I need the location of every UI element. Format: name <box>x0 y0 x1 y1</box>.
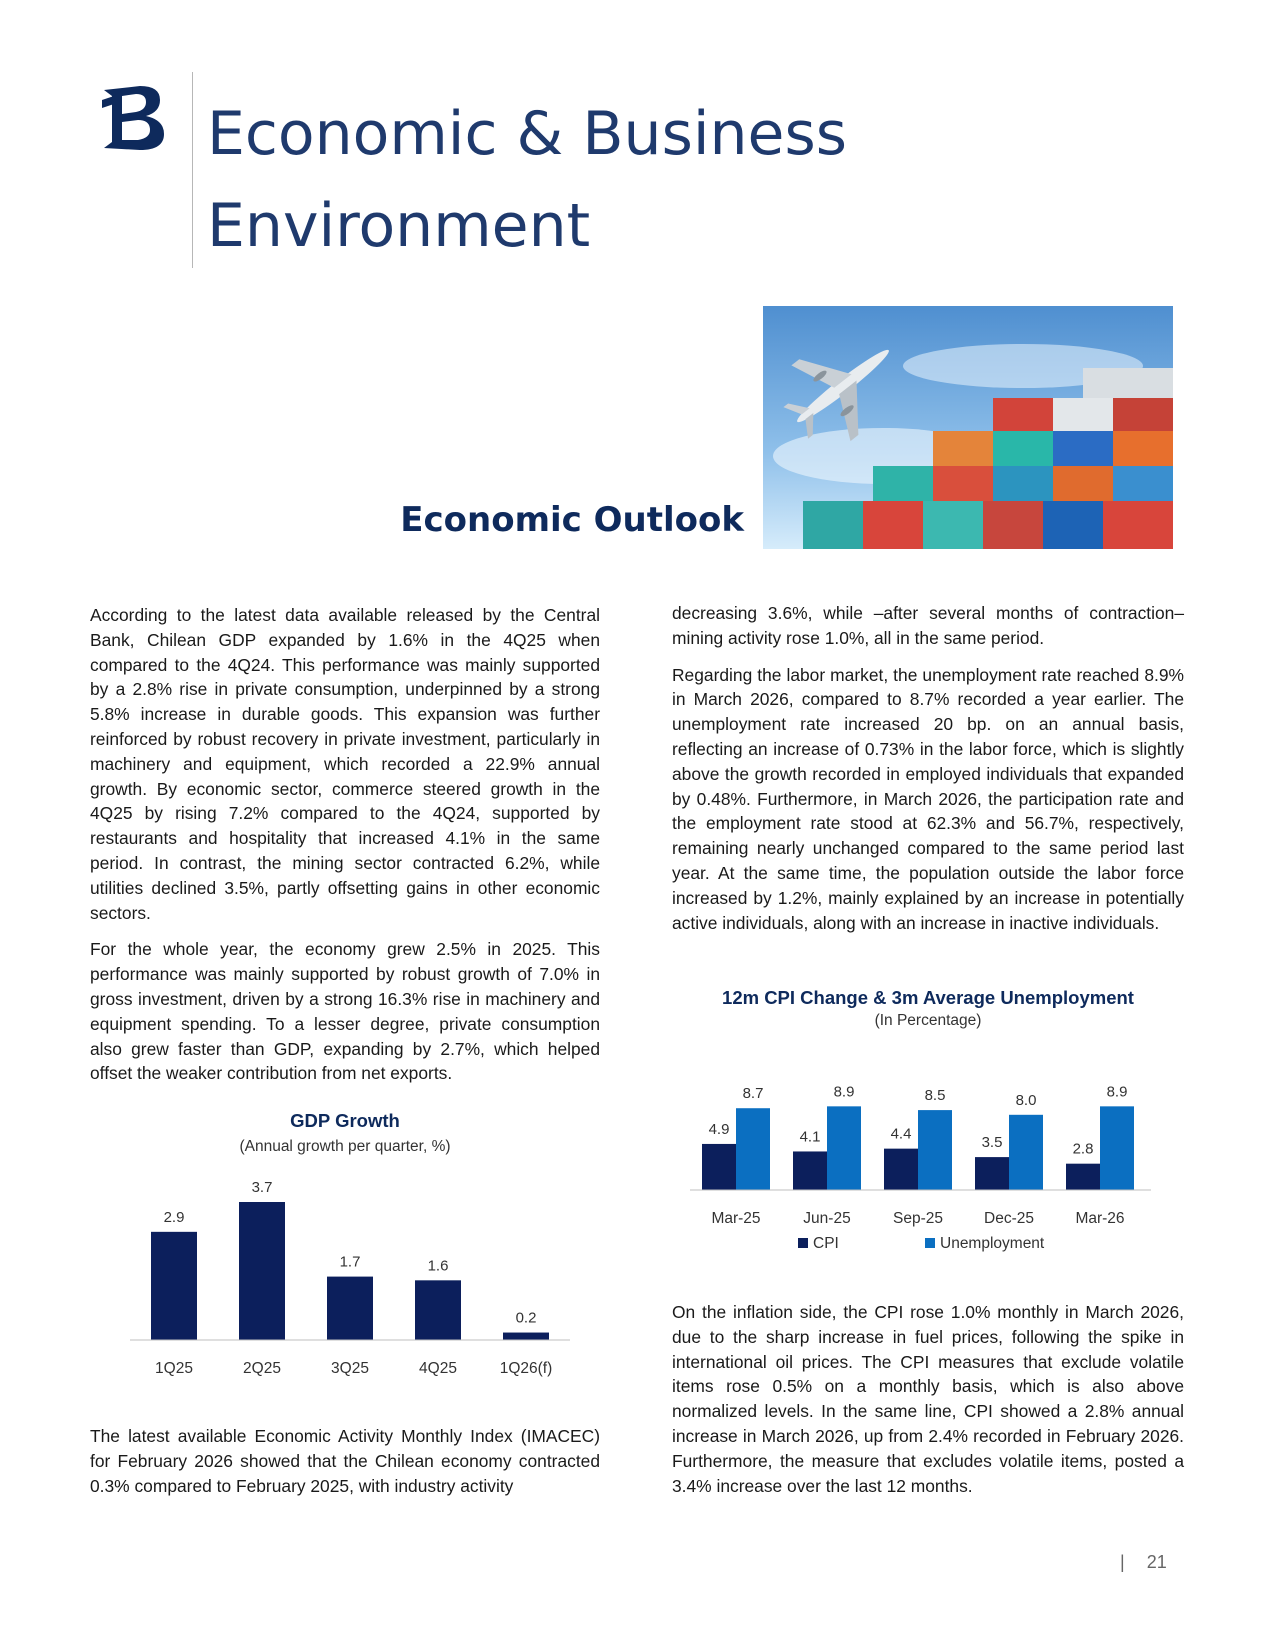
cpi-bar <box>884 1149 918 1190</box>
page-title-line2: Environment <box>207 191 591 261</box>
left-column-top <box>90 603 600 1098</box>
header-divider <box>192 72 193 268</box>
unemployment-data-label: 8.5 <box>924 1087 946 1105</box>
cpi-category-label: Sep-25 <box>893 1210 943 1227</box>
unemployment-data-label: 8.0 <box>1015 1091 1037 1109</box>
unemployment-bar <box>827 1106 861 1190</box>
paragraph: For the whole year, the economy grew 2.5% in 2025. This performance was mainly supported by robust growth of 7.0% in gross investment, driven by a strong 16.3% rise in machinery and equipment spending. To a lesser degree, private consumption also grew faster than GDP, expanding by 2.7%, which helped offset the weaker contribution from net exports. <box>90 939 600 1084</box>
cpi-bar <box>1066 1164 1100 1190</box>
legend-swatch-unemployment <box>925 1238 935 1248</box>
unemployment-bar <box>736 1108 770 1190</box>
cpi-chart <box>690 1070 1165 1270</box>
page-title <box>207 88 847 272</box>
cpi-data-label: 4.1 <box>799 1128 821 1146</box>
unemployment-bar <box>1100 1106 1134 1190</box>
paragraph: The latest available Economic Activity Monthly Index (IMACEC) for February 2026 showed that the Chilean economy contracted 0.3% compared to February 2025, with industry activity <box>90 1426 600 1496</box>
cpi-bar <box>793 1151 827 1190</box>
unemployment-bar <box>1009 1115 1043 1190</box>
unemployment-bar <box>918 1110 952 1190</box>
paragraph: decreasing 3.6%, while –after several months of contraction– mining activity rose 1.0%, all in the same period. <box>672 603 1184 648</box>
cpi-data-label: 2.8 <box>1072 1140 1094 1158</box>
unemployment-data-label: 8.7 <box>742 1085 764 1103</box>
right-column-bottom <box>672 1300 1184 1510</box>
gdp-bar <box>327 1277 373 1340</box>
gdp-category-label: 4Q25 <box>419 1360 457 1377</box>
cpi-category-label: Mar-25 <box>711 1210 761 1227</box>
legend-label-unemployment: Unemployment <box>940 1235 1045 1252</box>
gdp-data-label: 3.7 <box>251 1179 273 1196</box>
gdp-chart-title: GDP Growth <box>290 1110 400 1131</box>
cpi-data-label: 3.5 <box>981 1134 1003 1152</box>
cpi-bar <box>975 1157 1009 1190</box>
cpi-data-label: 4.9 <box>708 1120 730 1138</box>
gdp-data-label: 1.7 <box>339 1253 361 1271</box>
page-number-value: 21 <box>1146 1552 1167 1572</box>
cpi-bar <box>702 1144 736 1190</box>
gdp-data-label: 1.6 <box>427 1257 449 1275</box>
cpi-category-label: Mar-26 <box>1075 1210 1125 1227</box>
cpi-chart-title: 12m CPI Change & 3m Average Unemployment <box>722 987 1134 1008</box>
page-number: | 21 <box>1120 1552 1167 1572</box>
gdp-data-label: 2.9 <box>163 1208 185 1226</box>
gdp-bar <box>239 1202 285 1340</box>
unemployment-data-label: 8.9 <box>1106 1083 1128 1101</box>
cpi-category-label: Jun-25 <box>803 1210 851 1227</box>
gdp-bar <box>503 1333 549 1340</box>
gdp-category-label: 1Q26(f) <box>499 1360 553 1377</box>
gdp-category-label: 3Q25 <box>331 1360 369 1377</box>
gdp-chart-subtitle: (Annual growth per quarter, %) <box>239 1138 451 1155</box>
gdp-bar <box>151 1232 197 1340</box>
cargo-airplane-photo <box>763 306 1173 549</box>
paragraph: Regarding the labor market, the unemployment rate reached 8.9% in March 2026, compared to 8.7% recorded a year earlier. The unemployment rate increased 20 bp. on an annual basis, reflecting an increase of 0.73% in the labor force, which is slightly above the growth recorded in employed individuals that expanded by 0.48%. Furthermore, in March 2026, the participation rate and the employment rate stood at 62.3% and 56.7%, respectively, remaining nearly unchanged compared to the same period last year. At the same time, the population outside the labor force increased by 1.2%, mainly explained by an increase in potentially active individuals, along with an increase in inactive individuals. <box>672 664 1184 933</box>
unemployment-data-label: 8.9 <box>833 1083 855 1101</box>
page-title-line1: Economic & Business <box>207 99 847 169</box>
right-column-top <box>672 601 1184 947</box>
gdp-chart <box>120 1160 570 1390</box>
gdp-category-label: 1Q25 <box>155 1360 193 1377</box>
gdp-bar <box>415 1280 461 1340</box>
gdp-data-label: 0.2 <box>515 1309 537 1327</box>
bank-logo <box>100 82 166 152</box>
cpi-category-label: Dec-25 <box>984 1210 1034 1227</box>
paragraph: On the inflation side, the CPI rose 1.0% monthly in March 2026, due to the sharp increase in fuel prices, following the spike in international oil prices. The CPI measures that exclude volatile items rose 0.5% on a monthly basis, which is also above normalized levels. In the same line, CPI showed a 2.8% annual increase in March 2026, up from 2.4% recorded in February 2026. Furthermore, the measure that excludes volatile items, posted a 3.4% increase over the last 12 months. <box>672 1302 1184 1496</box>
cpi-chart-subtitle: (In Percentage) <box>874 1012 982 1029</box>
left-column-bottom <box>90 1424 600 1510</box>
section-title: Economic Outlook <box>400 500 744 540</box>
cpi-data-label: 4.4 <box>890 1125 912 1143</box>
paragraph: According to the latest data available released by the Central Bank, Chilean GDP expanded by 1.6% in the 4Q25 when compared to the 4Q24. This performance was mainly supported by a 2.8% rise in private consumption, underpinned by a strong 5.8% increase in durable goods. This expansion was further reinforced by robust recovery in private investment, particularly in machinery and equipment, which recorded a 22.9% annual growth. By economic sector, commerce steered growth in the 4Q25 by rising 7.2% compared to the 4Q24, supported by restaurants and hospitality that increased 4.1% in the same period. In contrast, the mining sector contracted 6.2%, while utilities declined 3.5%, partly offsetting gains in other economic sectors. <box>90 605 600 923</box>
gdp-category-label: 2Q25 <box>243 1360 281 1377</box>
legend-swatch-cpi <box>798 1238 808 1248</box>
legend-label-cpi: CPI <box>813 1235 839 1252</box>
